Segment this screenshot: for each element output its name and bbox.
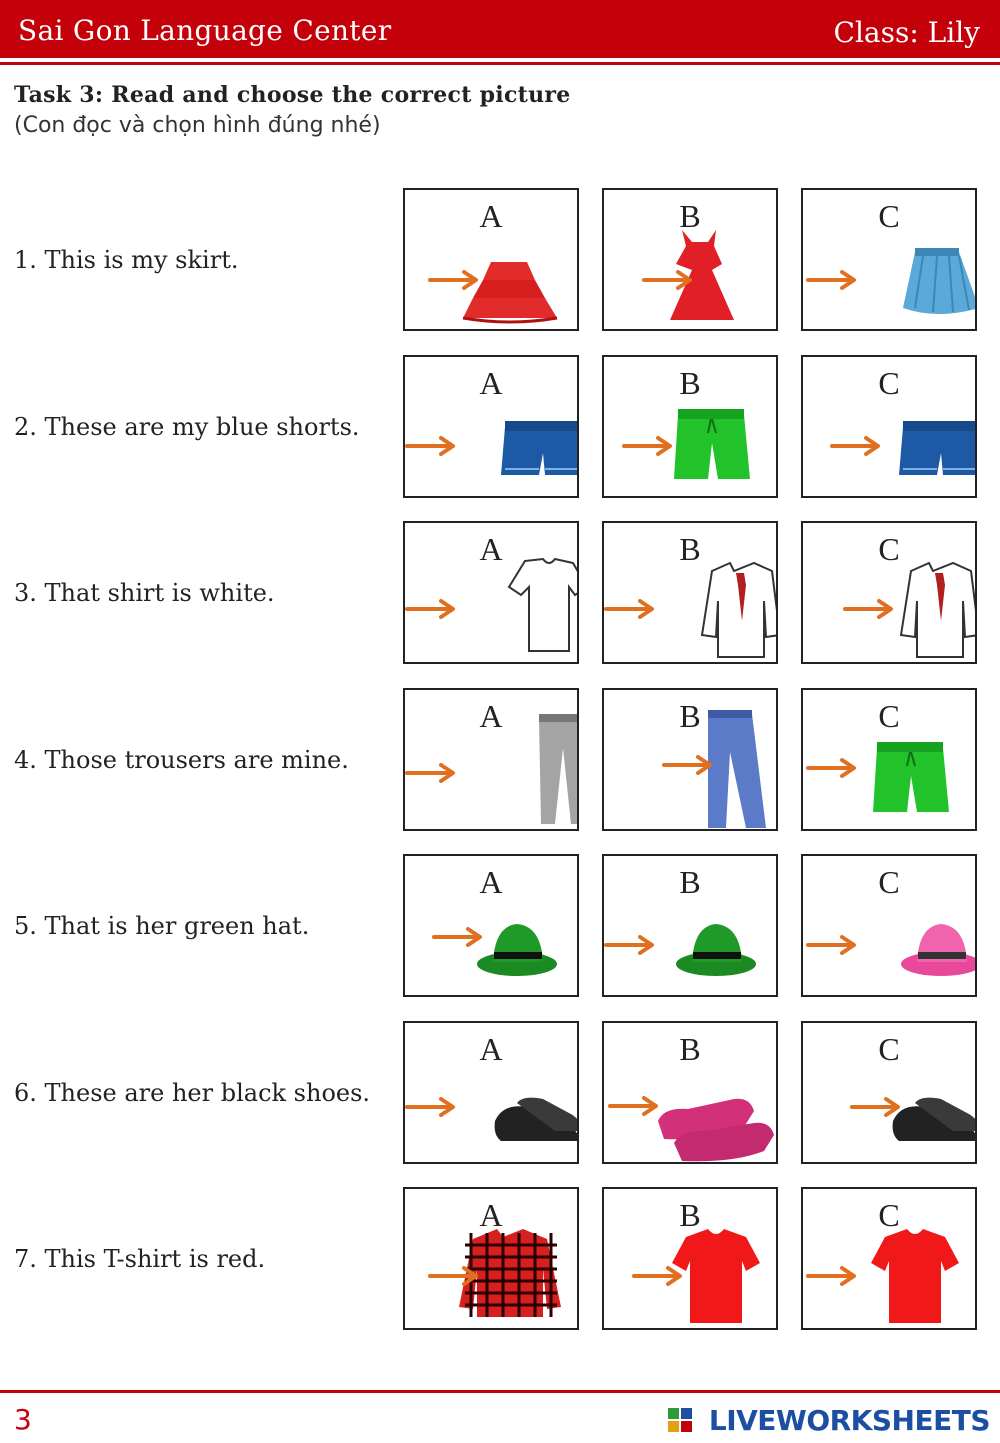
- option-letter: B: [679, 1031, 701, 1067]
- school-name: Sai Gon Language Center: [18, 14, 392, 47]
- option-letter: A: [479, 531, 503, 567]
- option-letter: C: [878, 1031, 900, 1067]
- answer-option-6-b[interactable]: [602, 1021, 778, 1164]
- page-header: [0, 0, 1000, 58]
- task-title: Task 3: Read and choose the correct picture: [14, 82, 571, 108]
- answer-option-4-b[interactable]: [602, 688, 778, 831]
- option-letter: B: [679, 698, 701, 734]
- answer-option-7-a[interactable]: [403, 1187, 579, 1330]
- question-text: 1. This is my skirt.: [14, 246, 239, 274]
- orange-arrow-icon: [407, 438, 453, 454]
- answer-option-5-b[interactable]: [602, 854, 778, 997]
- answer-option-6-a[interactable]: [403, 1021, 579, 1164]
- option-letter: B: [679, 365, 701, 401]
- orange-arrow-icon: [606, 937, 652, 953]
- orange-arrow-icon: [610, 1098, 656, 1114]
- answer-option-1-b[interactable]: [602, 188, 778, 331]
- orange-arrow-icon: [430, 1268, 476, 1284]
- answer-option-1-a[interactable]: [403, 188, 579, 331]
- answer-option-6-c[interactable]: [801, 1021, 977, 1164]
- question-text: 7. This T-shirt is red.: [14, 1245, 266, 1273]
- header-divider: [0, 62, 1000, 65]
- orange-arrow-icon: [407, 1099, 453, 1115]
- orange-arrow-icon: [845, 601, 891, 617]
- answer-option-3-c[interactable]: [801, 521, 977, 664]
- class-label: Class: Lily: [833, 16, 980, 49]
- brand-name: LIVEWORKSHEETS: [708, 1404, 990, 1437]
- option-letter: A: [479, 198, 503, 234]
- question-text: 3. That shirt is white.: [14, 579, 275, 607]
- answer-option-3-b[interactable]: [602, 521, 778, 664]
- answer-option-2-a[interactable]: [403, 355, 579, 498]
- option-letter: C: [878, 1197, 900, 1233]
- brand-icon: [668, 1408, 692, 1432]
- orange-arrow-icon: [832, 438, 878, 454]
- orange-arrow-icon: [634, 1268, 680, 1284]
- answer-option-3-a[interactable]: [403, 521, 579, 664]
- answer-option-4-c[interactable]: [801, 688, 977, 831]
- option-letter: A: [479, 1197, 503, 1233]
- question-text: 6. These are her black shoes.: [14, 1079, 371, 1107]
- orange-arrow-icon: [407, 601, 453, 617]
- option-letter: B: [679, 1197, 701, 1233]
- option-letter: B: [679, 198, 701, 234]
- orange-arrow-icon: [606, 601, 652, 617]
- option-letter: C: [878, 698, 900, 734]
- footer-divider: [0, 1390, 1000, 1393]
- answer-option-1-c[interactable]: [801, 188, 977, 331]
- option-letter: A: [479, 698, 503, 734]
- answer-option-5-a[interactable]: [403, 854, 579, 997]
- orange-arrow-icon: [808, 272, 854, 288]
- option-letter: A: [479, 1031, 503, 1067]
- answer-option-2-c[interactable]: [801, 355, 977, 498]
- orange-arrow-icon: [852, 1099, 898, 1115]
- answer-option-2-b[interactable]: [602, 355, 778, 498]
- option-letter: A: [479, 864, 503, 900]
- answer-option-5-c[interactable]: [801, 854, 977, 997]
- answer-option-4-a[interactable]: [403, 688, 579, 831]
- option-letter: A: [479, 365, 503, 401]
- question-text: 5. That is her green hat.: [14, 912, 310, 940]
- page-number: 3: [14, 1403, 32, 1436]
- answer-option-7-c[interactable]: [801, 1187, 977, 1330]
- option-letter: B: [679, 864, 701, 900]
- question-text: 4. Those trousers are mine.: [14, 746, 349, 774]
- answer-option-7-b[interactable]: [602, 1187, 778, 1330]
- orange-arrow-icon: [644, 272, 690, 288]
- question-text: 2. These are my blue shorts.: [14, 413, 360, 441]
- orange-arrow-icon: [808, 760, 854, 776]
- orange-arrow-icon: [430, 272, 476, 288]
- task-subtitle: (Con đọc và chọn hình đúng nhé): [14, 113, 381, 138]
- orange-arrow-icon: [407, 765, 453, 781]
- orange-arrow-icon: [664, 757, 710, 773]
- orange-arrow-icon: [624, 438, 670, 454]
- option-letter: C: [878, 531, 900, 567]
- orange-arrow-icon: [434, 929, 480, 945]
- option-letter: C: [878, 365, 900, 401]
- option-letter: C: [878, 864, 900, 900]
- option-letter: C: [878, 198, 900, 234]
- orange-arrow-icon: [808, 937, 854, 953]
- option-letter: B: [679, 531, 701, 567]
- orange-arrow-icon: [808, 1268, 854, 1284]
